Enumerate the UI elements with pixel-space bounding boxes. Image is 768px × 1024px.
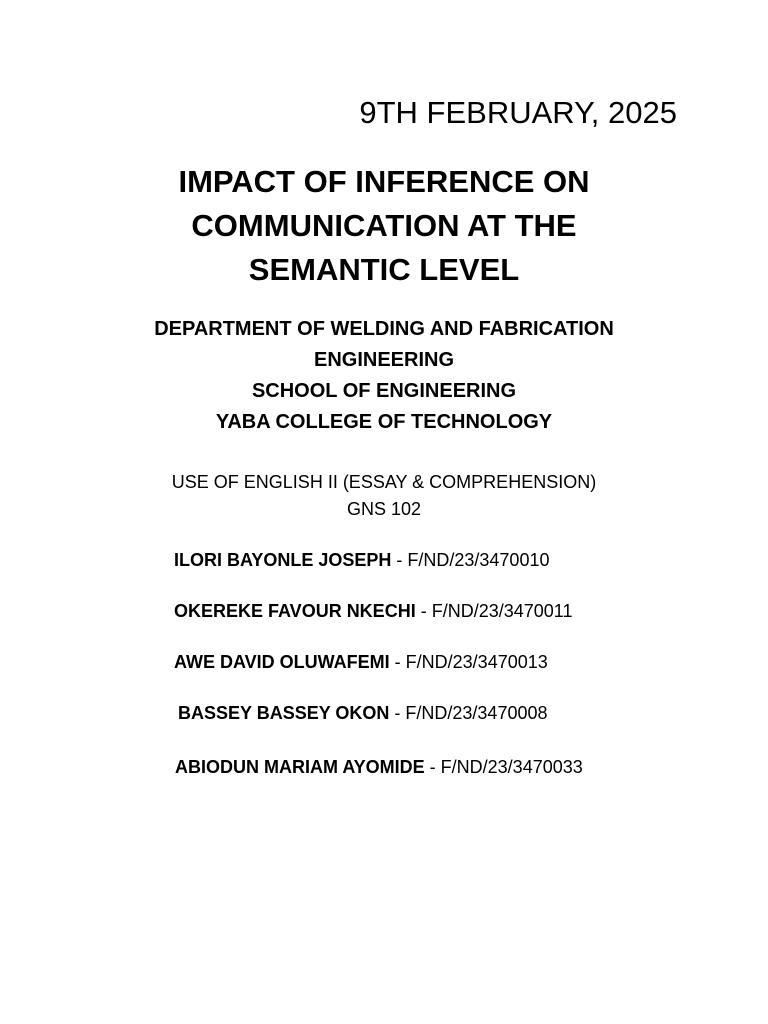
member-matric: - F/ND/23/3470010 <box>391 550 550 570</box>
member-name: ILORI BAYONLE JOSEPH <box>174 550 392 570</box>
institution-block <box>0 314 768 438</box>
member-name: AWE DAVID OLUWAFEMI <box>174 652 390 672</box>
group-member <box>174 650 548 674</box>
department-line: DEPARTMENT OF WELDING AND FABRICATION <box>154 318 614 340</box>
school-line: SCHOOL OF ENGINEERING <box>251 380 517 402</box>
member-matric: - F/ND/23/3470008 <box>389 703 548 723</box>
group-member <box>178 701 548 725</box>
member-name: BASSEY BASSEY OKON <box>178 703 390 723</box>
member-name: ABIODUN MARIAM AYOMIDE <box>175 757 425 777</box>
course-block <box>0 469 768 523</box>
title-line: COMMUNICATION AT THE <box>191 208 577 243</box>
title-line: IMPACT OF INFERENCE ON <box>178 164 590 199</box>
title-line: SEMANTIC LEVEL <box>248 252 520 287</box>
document-date: 9TH FEBRUARY, 2025 <box>359 95 677 130</box>
college-line: YABA COLLEGE OF TECHNOLOGY <box>215 411 553 433</box>
group-member <box>174 599 572 623</box>
course-code: GNS 102 <box>346 499 422 519</box>
member-matric: - F/ND/23/3470033 <box>424 757 583 777</box>
department-line: ENGINEERING <box>313 349 455 371</box>
course-title: USE OF ENGLISH II (ESSAY & COMPREHENSION) <box>171 472 597 492</box>
member-matric: - F/ND/23/3470013 <box>389 652 548 672</box>
member-name: OKEREKE FAVOUR NKECHI <box>174 601 416 621</box>
member-matric: - F/ND/23/3470011 <box>415 601 573 621</box>
group-member <box>174 548 549 572</box>
document-title <box>0 160 768 292</box>
group-member <box>175 755 583 779</box>
